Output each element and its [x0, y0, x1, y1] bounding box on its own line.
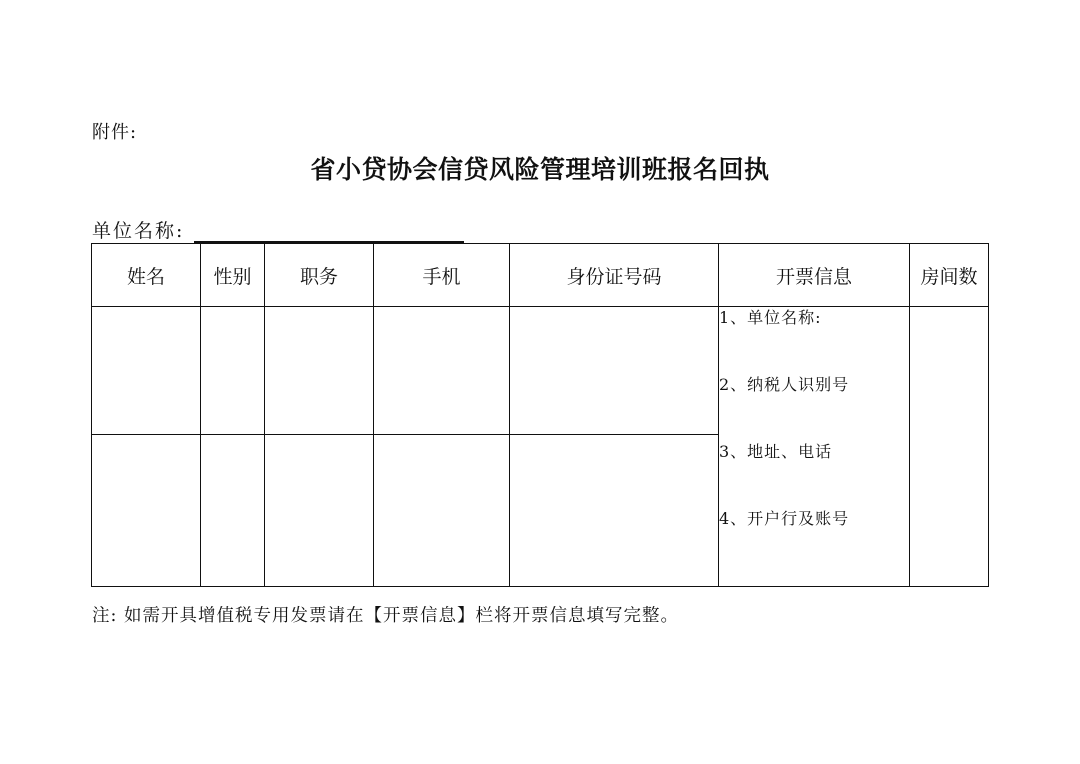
header-name: 姓名: [92, 244, 201, 307]
header-position: 职务: [265, 244, 374, 307]
id-number-cell[interactable]: [510, 435, 719, 587]
page-title: 省小贷协会信贷风险管理培训班报名回执: [310, 155, 770, 184]
registration-table: [91, 243, 989, 587]
header-gender: 性别: [201, 244, 265, 307]
attachment-label: 附件:: [92, 122, 138, 143]
table-row: [92, 307, 989, 435]
unit-name-label: 单位名称:: [92, 220, 185, 242]
room-count-cell[interactable]: [910, 307, 989, 587]
footnote: 注: 如需开具增值税专用发票请在【开票信息】栏将开票信息填写完整。: [92, 606, 679, 626]
id-number-cell[interactable]: [510, 307, 719, 435]
invoice-info-cell[interactable]: [719, 307, 910, 587]
name-cell[interactable]: [92, 435, 201, 587]
position-cell[interactable]: [265, 307, 374, 435]
header-id-number: 身份证号码: [510, 244, 719, 307]
header-invoice-info: 开票信息: [719, 244, 910, 307]
position-cell[interactable]: [265, 435, 374, 587]
header-phone: 手机: [374, 244, 510, 307]
invoice-item-bank-account: 4、开户行及账号: [719, 509, 850, 528]
unit-name-blank[interactable]: [194, 221, 464, 243]
invoice-item-unit-name: 1、单位名称:: [719, 308, 822, 327]
phone-cell[interactable]: [374, 307, 510, 435]
invoice-item-tax-id: 2、纳税人识别号: [719, 375, 850, 394]
invoice-item-address-phone: 3、地址、电话: [719, 442, 833, 461]
gender-cell[interactable]: [201, 435, 265, 587]
name-cell[interactable]: [92, 307, 201, 435]
unit-name-row: [92, 216, 464, 243]
phone-cell[interactable]: [374, 435, 510, 587]
gender-cell[interactable]: [201, 307, 265, 435]
table-header-row: [92, 244, 989, 307]
header-room-count: 房间数: [910, 244, 989, 307]
